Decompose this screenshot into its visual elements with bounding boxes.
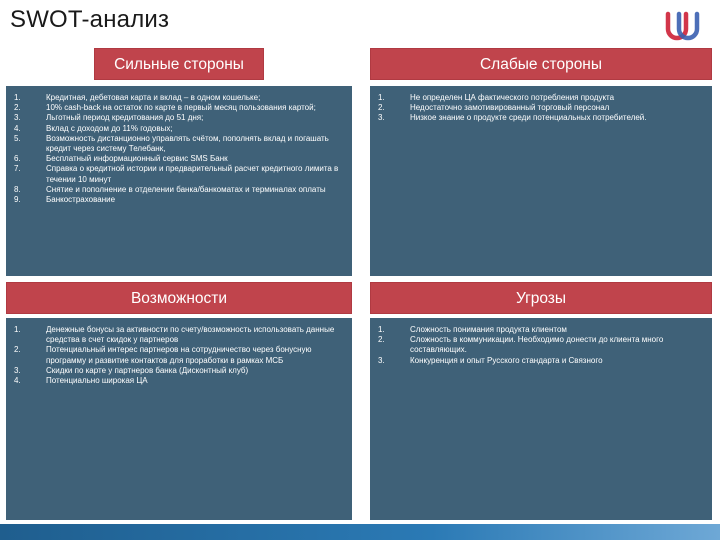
list-item: 8. Снятие и пополнение в отделении банка/банкоматах и терминалах оплаты	[14, 184, 326, 194]
page-title: SWOT-анализ	[10, 6, 170, 33]
list-item: 4. Потенциально широкая ЦА	[14, 376, 148, 386]
weaknesses-header: Слабые стороны	[370, 48, 712, 80]
weaknesses-list	[378, 93, 704, 124]
list-item: 3. Низкое знание о продукте среди потенциальных потребителей.	[378, 113, 647, 123]
list-item: 1. Не определен ЦА фактического потребления продукта	[378, 93, 615, 102]
list-item: 2. Сложность в коммуникации. Необходимо донести до клиента много составляющих.	[378, 335, 664, 355]
list-item: 7. Справка о кредитной истории и предварительный расчет кредитного лимита в течении 10 минут	[14, 164, 339, 184]
weaknesses-panel	[370, 86, 712, 276]
list-item: 4. Вклад с доходом до 11% годовых;	[14, 123, 173, 133]
threats-panel	[370, 318, 712, 520]
list-item: 2. 10% cash-back на остаток по карте в первый месяц пользования картой;	[14, 103, 316, 113]
ub-bank-logo-icon	[662, 10, 702, 44]
list-item: 1. Кредитная, дебетовая карта и вклад – в одном кошельке;	[14, 93, 261, 102]
opportunities-list	[14, 325, 344, 386]
strengths-header: Сильные стороны	[94, 48, 264, 80]
list-item: 3. Скидки по карте у партнеров банка (Дисконтный клуб)	[14, 365, 249, 375]
list-item: 1. Денежные бонусы за активности по счету/возможность использовать данные средства в счет скидок у партнеров	[14, 325, 335, 345]
strengths-list	[14, 93, 344, 205]
strengths-panel	[6, 86, 352, 276]
list-item: 9. Банкострахование	[14, 195, 116, 205]
opportunities-panel	[6, 318, 352, 520]
threats-header: Угрозы	[370, 282, 712, 314]
list-item: 1. Сложность понимания продукта клиентом	[378, 325, 567, 334]
threats-list	[378, 325, 704, 366]
opportunities-header: Возможности	[6, 282, 352, 314]
list-item: 2. Недостаточно замотивированный торговый персонал	[378, 103, 610, 113]
list-item: 3. Конкуренция и опыт Русского стандарта и Связного	[378, 355, 603, 365]
footer-bar	[0, 524, 720, 540]
list-item: 6. Бесплатный информационный сервис SMS Банк	[14, 154, 228, 164]
list-item: 3. Льготный период кредитования до 51 дня;	[14, 113, 204, 123]
list-item: 5. Возможность дистанционно управлять счётом, пополнять вклад и погашать кредит через систему Телебанк,	[14, 133, 329, 154]
list-item: 2. Потенциальный интерес партнеров на сотрудничество через бонусную программу и развитие контактов для проработки в рамках МСБ	[14, 345, 312, 365]
